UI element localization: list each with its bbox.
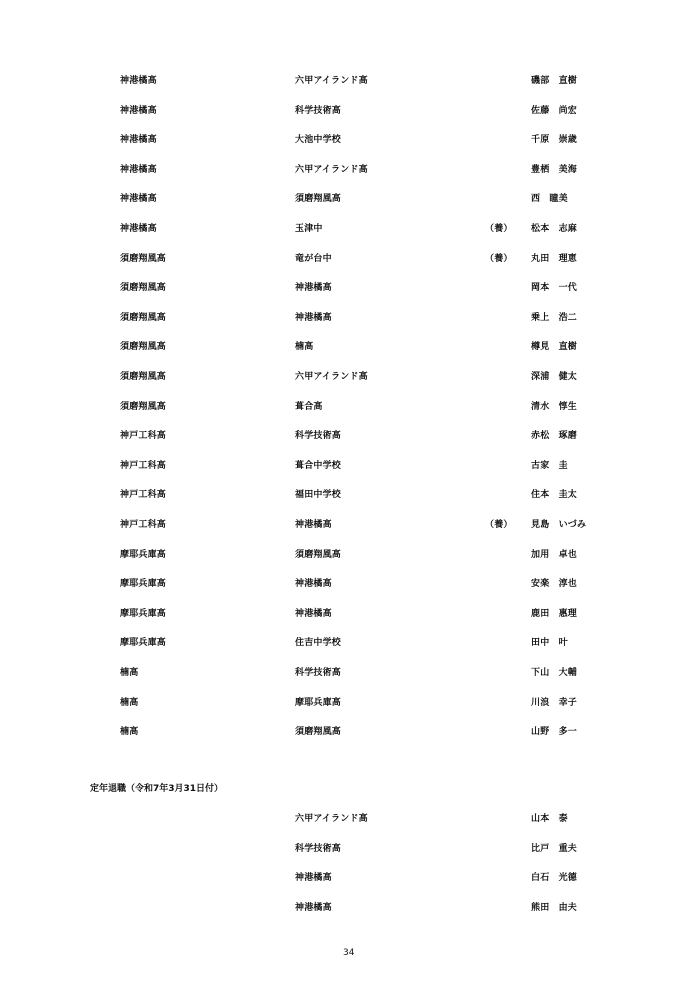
transfer-row [0,635,700,649]
transfer-row [0,724,700,738]
person-name: 豊栖 美海 [531,164,578,175]
transfer-row [0,695,700,709]
transfer-row [0,191,700,205]
to-school: 六甲アイランド高 [295,76,368,86]
retirement-row [0,841,700,855]
transfer-row [0,310,700,324]
retirement-row [0,870,700,884]
person-name: 佐藤 尚宏 [531,105,578,116]
transfer-row [0,487,700,501]
to-school: 須磨翔風高 [295,194,342,205]
person-name: 乗上 浩二 [531,312,578,323]
from-school: 摩耶兵庫高 [120,608,167,619]
transfer-row [0,458,700,472]
person-name: 松本 志麻 [531,224,578,234]
from-school: 須磨翔風高 [120,372,167,382]
person-name: 西 瞳美 [531,194,568,205]
from-school: 神戸工科高 [120,520,167,530]
note-mark: （養） [485,253,513,264]
transfer-row [0,162,700,176]
from-school: 須磨翔風高 [120,312,167,323]
from-school: 神戸工科高 [120,490,167,501]
person-name: 清水 惇生 [531,401,578,412]
transfer-row [0,132,700,146]
to-school: 須磨翔風高 [295,549,342,560]
transfer-row [0,576,700,590]
to-school: 神港橘高 [295,608,332,619]
to-school: 神港橘高 [295,283,332,294]
transfer-row [0,428,700,442]
from-school: 摩耶兵庫高 [120,549,167,560]
to-school: 科学技術高 [295,105,342,116]
from-school: 神港橘高 [120,76,157,86]
person-name: 見島 いづみ [531,520,587,530]
to-school: 神港橘高 [295,312,332,323]
to-school: 竜が台中 [295,253,332,264]
transfer-row [0,606,700,620]
from-school: 須磨翔風高 [120,253,167,264]
retirement-row [0,900,700,914]
transfer-row [0,73,700,87]
to-school: 福田中学校 [295,490,342,501]
to-school: 六甲アイランド高 [295,372,368,382]
to-school: 大池中学校 [295,135,342,146]
from-school: 須磨翔風高 [120,401,167,412]
to-school: 住吉中学校 [295,638,342,649]
to-school: 神港橘高 [295,579,332,590]
note-mark: （養） [485,224,513,234]
person-name: 深浦 健太 [531,372,578,382]
transfer-row [0,221,700,235]
transfer-row [0,339,700,353]
person-name: 岡本 一代 [531,283,578,294]
to-school: 科学技術高 [295,668,342,678]
person-name: 住本 圭太 [531,490,578,501]
person-name: 赤松 琢磨 [531,431,578,442]
to-school: 葺合高 [295,401,323,412]
person-name: 比戸 重夫 [531,843,578,854]
person-name: 山本 泰 [531,814,568,824]
to-school: 葺合中学校 [295,460,342,471]
person-name: 田中 叶 [531,638,568,649]
from-school: 楠高 [120,668,139,678]
from-school: 須磨翔風高 [120,342,167,353]
person-name: 加用 卓也 [531,549,578,560]
school-name: 六甲アイランド高 [295,814,368,824]
transfer-row [0,517,700,531]
from-school: 神港橘高 [120,224,157,234]
from-school: 神戸工科高 [120,431,167,442]
from-school: 神戸工科高 [120,460,167,471]
to-school: 摩耶兵庫高 [295,697,342,708]
from-school: 神港橘高 [120,105,157,116]
to-school: 科学技術高 [295,431,342,442]
person-name: 古家 圭 [531,460,568,471]
person-name: 安楽 淳也 [531,579,578,590]
transfer-row [0,547,700,561]
transfer-row [0,251,700,265]
person-name: 熊田 由夫 [531,902,578,913]
person-name: 山野 多一 [531,727,578,738]
to-school: 楠高 [295,342,314,353]
transfer-row [0,280,700,294]
person-name: 千原 崇歳 [531,135,578,146]
from-school: 楠高 [120,727,139,738]
person-name: 川浪 幸子 [531,697,578,708]
from-school: 摩耶兵庫高 [120,579,167,590]
to-school: 六甲アイランド高 [295,164,368,175]
from-school: 楠高 [120,697,139,708]
from-school: 神港橘高 [120,135,157,146]
from-school: 須磨翔風高 [120,283,167,294]
person-name: 樽見 直樹 [531,342,578,353]
person-name: 白石 光德 [531,873,578,884]
school-name: 神港橘高 [295,902,332,913]
from-school: 摩耶兵庫高 [120,638,167,649]
note-mark: （養） [485,520,513,530]
from-school: 神港橘高 [120,194,157,205]
transfer-row [0,399,700,413]
school-name: 科学技術高 [295,843,342,854]
to-school: 須磨翔風高 [295,727,342,738]
person-name: 磯部 直樹 [531,76,578,86]
person-name: 鹿田 惠理 [531,608,578,619]
from-school: 神港橘高 [120,164,157,175]
person-name: 丸田 理恵 [531,253,578,264]
school-name: 神港橘高 [295,873,332,884]
transfer-row [0,369,700,383]
retirement-row [0,811,700,825]
transfer-row [0,665,700,679]
person-name: 下山 大輔 [531,668,578,678]
to-school: 神港橘高 [295,520,332,530]
transfer-row [0,103,700,117]
to-school: 玉津中 [295,224,323,234]
page-number: 34 [343,948,355,958]
retirement-section-title: 定年退職（令和7年3月31日付） [90,784,224,794]
